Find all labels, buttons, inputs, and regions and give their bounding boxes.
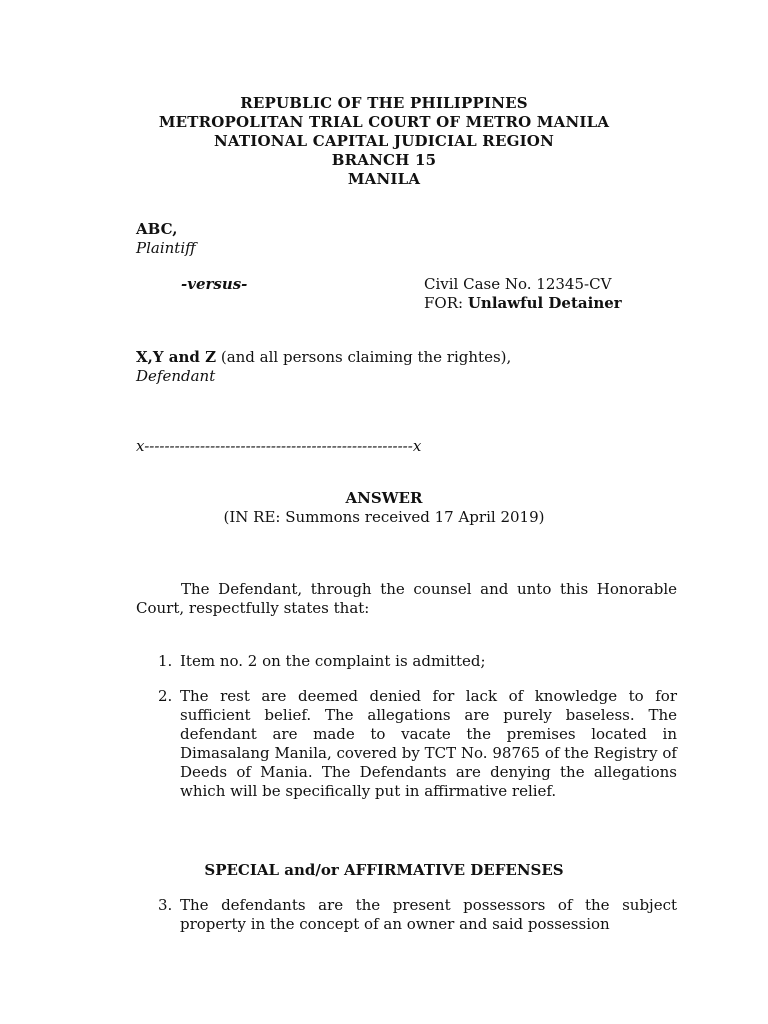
case-number: Civil Case No. 12345-CV [424,275,612,293]
header-branch: BRANCH 15 [331,151,437,169]
case-for-value: Unlawful Detainer [467,294,622,312]
intro-paragraph: The Defendant, through the counsel and unto this Honorable Court, respectfully states that: [136,580,677,617]
item-number: 1. [158,652,173,670]
numbered-item [136,652,677,671]
court-header [0,94,768,189]
header-court: METROPOLITAN TRIAL COURT OF METRO MANILA [158,113,610,131]
plaintiff-role: Plaintiff [136,239,196,257]
defendant-line [136,348,511,366]
header-city: MANILA [347,170,421,188]
item-text: Item no. 2 on the complaint is admitted; [180,652,486,670]
caption-separator: x-----------------------------------------------------x [136,437,422,455]
defendant-note: (and all persons claiming the rightes), [216,348,512,366]
plaintiff-name: ABC, [136,220,178,238]
item-text: The defendants are the present possessors of the subject property in the concept of an owner and said possession [180,896,677,933]
defendant-role: Defendant [136,367,216,385]
defendant-names: X,Y and Z [136,348,217,366]
item-number: 3. [158,896,173,914]
versus-label: -versus- [181,275,248,293]
item-number: 2. [158,687,173,705]
header-republic: REPUBLIC OF THE PHILIPPINES [240,94,528,112]
case-nature [424,294,622,312]
header-region: NATIONAL CAPITAL JUDICIAL REGION [214,132,554,150]
answer-subtitle: (IN RE: Summons received 17 April 2019) [223,508,545,526]
case-for-label: FOR: [424,294,468,312]
numbered-item [136,687,677,801]
numbered-item [136,896,677,934]
section-heading: SPECIAL and/or AFFIRMATIVE DEFENSES [204,861,564,879]
item-text: The rest are deemed denied for lack of knowledge to for sufficient belief. The allegations are purely baseless. The defendant are made to vacate the premises located in Dimasalang Manila, covered by TCT No. 98765 of the Registry of Deeds of Mania. The Defendants are denying the allegations which will be specifically put in affirmative relief. [180,687,677,800]
answer-title: ANSWER [345,489,423,507]
